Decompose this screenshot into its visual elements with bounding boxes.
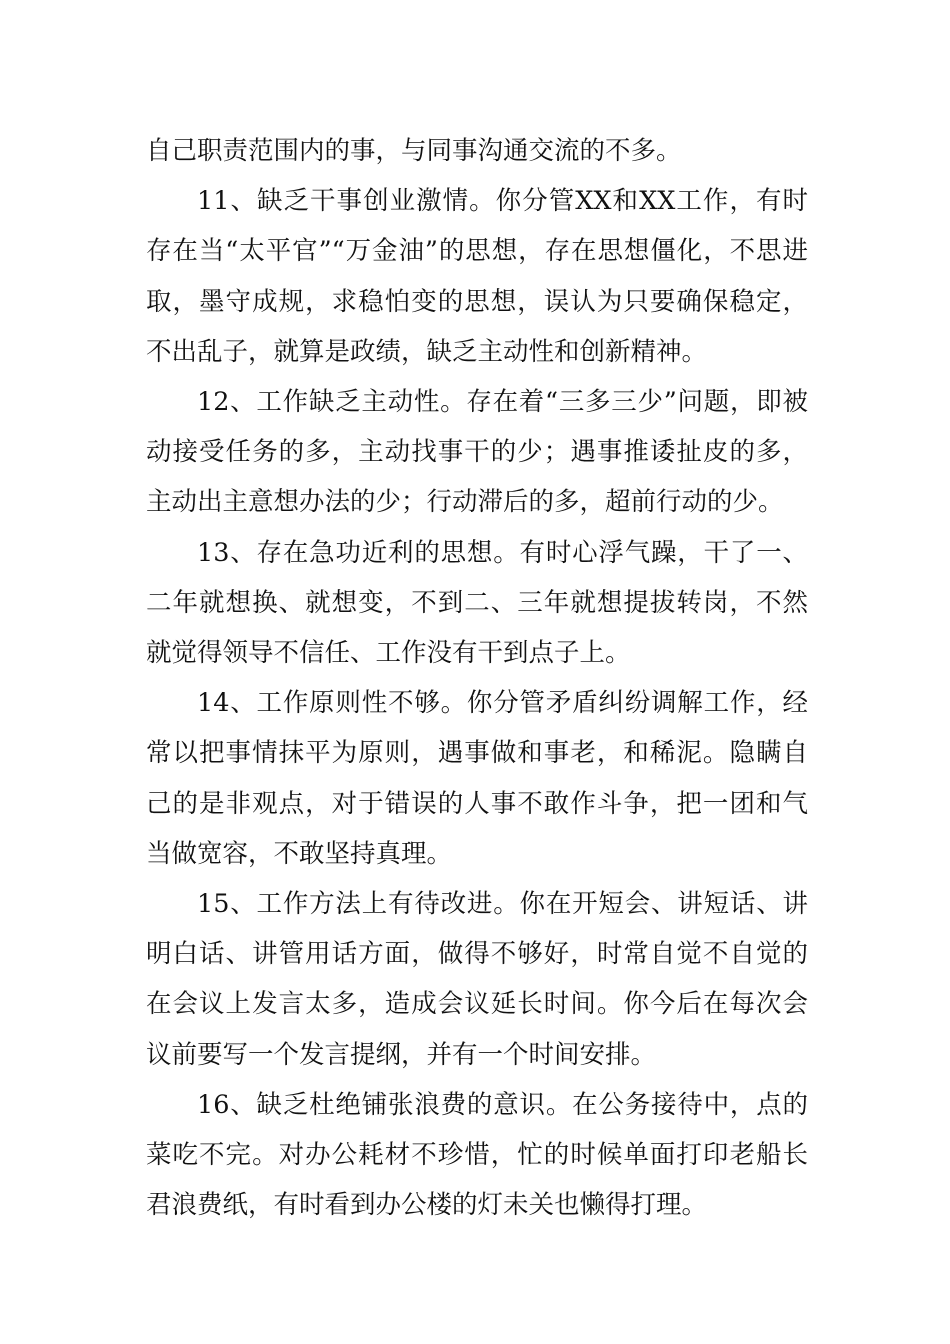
paragraph-item-15: 15、工作方法上有待改进。你在开短会、讲短话、讲明白话、讲管用话方面，做得不够好，时常自觉不自觉的在会议上发言太多，造成会议延长时间。你今后在每次会议前要写一个发言提纲，并有一个时间安排。 — [146, 889, 808, 1070]
paragraph-item-16: 16、缺乏杜绝铺张浪费的意识。在公务接待中，点的菜吃不完。对办公耗材不珍惜，忙的时候单面打印老船长君浪费纸，有时看到办公楼的灯未关也懒得打理。 — [146, 1089, 808, 1221]
paragraph-item-14: 14、工作原则性不够。你分管矛盾纠纷调解工作，经常以把事情抹平为原则，遇事做和事老，和稀泥。隐瞒自己的是非观点，对于错误的人事不敢作斗争，把一团和气当做宽容，不敢坚持真理。 — [146, 688, 808, 869]
document-body — [146, 126, 808, 1230]
paragraph-item-13: 13、存在急功近利的思想。有时心浮气躁，干了一、二年就想换、就想变，不到二、三年就想提拔转岗，不然就觉得领导不信任、工作没有干到点子上。 — [146, 537, 808, 669]
paragraph-item-11: 11、缺乏干事创业激情。你分管XX和XX工作，有时存在当“太平官”“万金油”的思想，存在思想僵化，不思进取，墨守成规，求稳怕变的思想，误认为只要确保稳定，不出乱子，就算是政绩，缺乏主动性和创新精神。 — [146, 186, 808, 367]
paragraph-item-12: 12、工作缺乏主动性。存在着“三多三少”问题，即被动接受任务的多，主动找事干的少；遇事推诿扯皮的多，主动出主意想办法的少；行动滞后的多，超前行动的少。 — [146, 387, 808, 518]
paragraph-continued: 自己职责范围内的事，与同事沟通交流的不多。 — [146, 136, 682, 166]
